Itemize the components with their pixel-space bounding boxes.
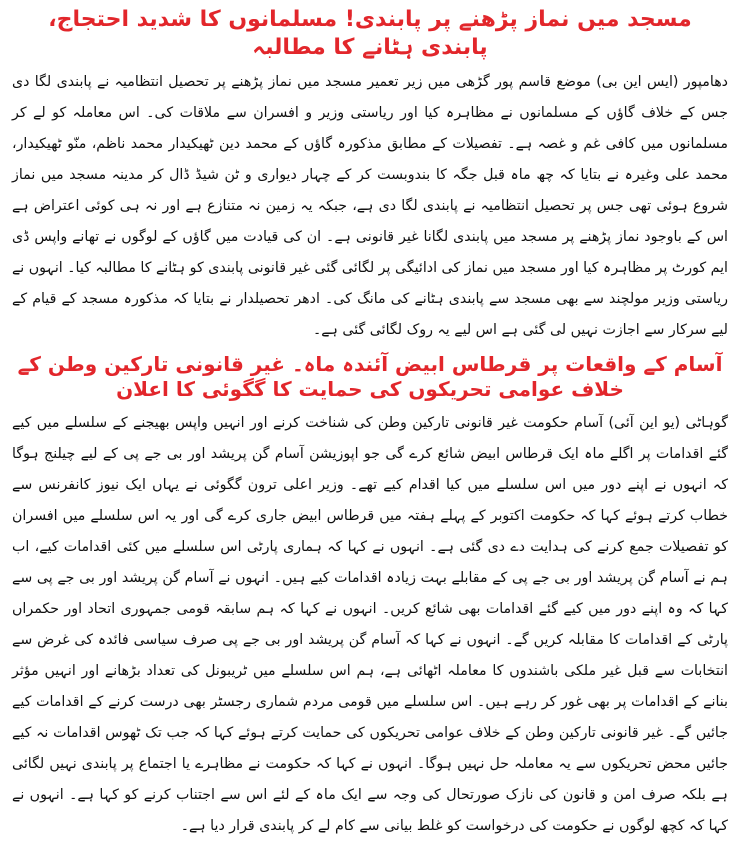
article-2-body: گوہاٹی (یو این آئی) آسام حکومت غیر قانونی تارکین وطن کی شناخت کرنے اور انہیں واپس بھیجنے کے سلسلے میں کیے گئے اقدامات پر اگلے ماہ ایک قرطاس ابیض شائع کرے گی جو اپوزیشن آسام گن پریشد اور بی جے پی کے لیے چیلنج ہوگا کہ انہوں نے اپنے دور میں اس سلسلے میں کیا اقدام کیے تھے۔ وزیر اعلی ترون گگوئی نے یہاں ایک نیوز کانفرنس سے خطاب کرتے ہوئے کہا کہ حکومت اکتوبر کے پہلے ہفتہ میں قرطاس ابیض جاری کرے گی اور یہ اس سلسلے میں افسران کو تفصیلات جمع کرنے کی ہدایت دے دی گئی ہے۔ انہوں نے کہا کہ ہماری پارٹی اس سلسلے میں کئی اقدامات کیے، اب ہم نے آسام گن پریشد اور بی جے پی کے مقابلے بہت زیادہ اقدامات کیے ہیں۔ انہوں نے آسام گن پریشد اور بی جے پی سے کہا کہ وہ اپنے دور میں کیے گئے اقدامات بھی شائع کریں۔ انہوں نے کہا کہ ہم سابقہ قومی جمہوری اتحاد اور حکمراں پارٹی کے اقدامات کا مقابلہ کریں گے۔ انہوں نے کہا کہ آسام گن پریشد اور بی جے پی صرف سیاسی فائدہ کی غرض سے انتخابات سے قبل غیر ملکی باشندوں کا معاملہ اٹھائی ہے، ہم اس سلسلے میں ٹریبونل کی تعداد بڑھانے اور انہیں مؤثر بنانے کے اقدامات پر بھی غور کر رہے ہیں۔ اس سلسلے میں قومی مردم شماری رجسٹر بھی درست کرنے کے اقدامات کیے جائیں گے۔ غیر قانونی تارکین وطن کے خلاف عوامی تحریکوں کی حمایت کرتے ہوئے کہا کہ جب تک ٹھوس اقدامات نہ کیے جائیں محض تحریکوں سے یہ معاملہ حل نہیں ہوگا۔ انہوں نے کہا کہ حکومت نے مظاہرے یا اجتماع پر پابندی نہیں لگائی ہے بلکہ صرف امن و قانون کی نازک صورتحال کی وجہ سے ایک ماہ کے لئے اس سے اجتناب کرنے کو کہا ہے۔ انہوں نے کہا کہ کچھ لوگوں نے حکومت کی درخواست کو غلط بیانی سے کام لے کر پابندی قرار دیا ہے۔ [12,415,728,834]
article-1-headline: مسجد میں نماز پڑھنے پر پابندی! مسلمانوں کا شدید احتجاج، پابندی ہٹانے کا مطالبہ [48,7,692,60]
article-2-headline: آسام کے واقعات پر قرطاس ابیض آئندہ ماہ۔ غیر قانونی تارکین وطن کے خلاف عوامی تحریکوں کی حمایت کا گگوئی کا اعلان [17,352,723,401]
article-1-body: دھامپور (ایس این بی) موضع قاسم پور گڑھی میں زیر تعمیر مسجد میں نماز پڑھنے پر تحصیل انتظامیہ نے پابندی لگا دی جس کے خلاف گاؤں کے مسلمانوں نے مظاہرہ کیا اور ریاستی وزیر و افسران سے ملاقات کی۔ اس معاملہ کو لے کر مسلمانوں میں کافی غم و غصہ ہے۔ تفصیلات کے مطابق مذکورہ گاؤں کے محمد دین ٹھیکیدار محمد ناظم، منّو ٹھیکیدار، محمد علی وغیرہ نے بتایا کہ چھ ماہ قبل جگہ کا بندوبست کر کے چہار دیواری و ٹن شیڈ ڈال کر مدینہ مسجد میں نماز شروع ہوئی تھی جس پر تحصیل انتظامیہ نے پابندی لگا دی ہے، جبکہ یہ زمین نہ متنازع ہے اور نہ ہی کوئی اعتراض ہے اس کے باوجود نماز پڑھنے پر مسجد میں پابندی لگانا غیر قانونی ہے۔ ان کی قیادت میں گاؤں کے لوگوں نے تھانے واپس ڈی ایم کورٹ پر مظاہرہ کیا اور مسجد میں نماز کی ادائیگی پر لگائی گئی غیر قانونی پابندی کو ہٹانے کا مطالبہ کیا۔ انہوں نے ریاستی وزیر مولچند سے بھی مسجد سے پابندی ہٹانے کی مانگ کی۔ ادھر تحصیلدار نے بتایا کہ مذکورہ مسجد کے قیام کے لیے سرکار سے اجازت نہیں لی گئی ہے اس لیے یہ روک لگائی گئی ہے۔ [11,74,728,338]
